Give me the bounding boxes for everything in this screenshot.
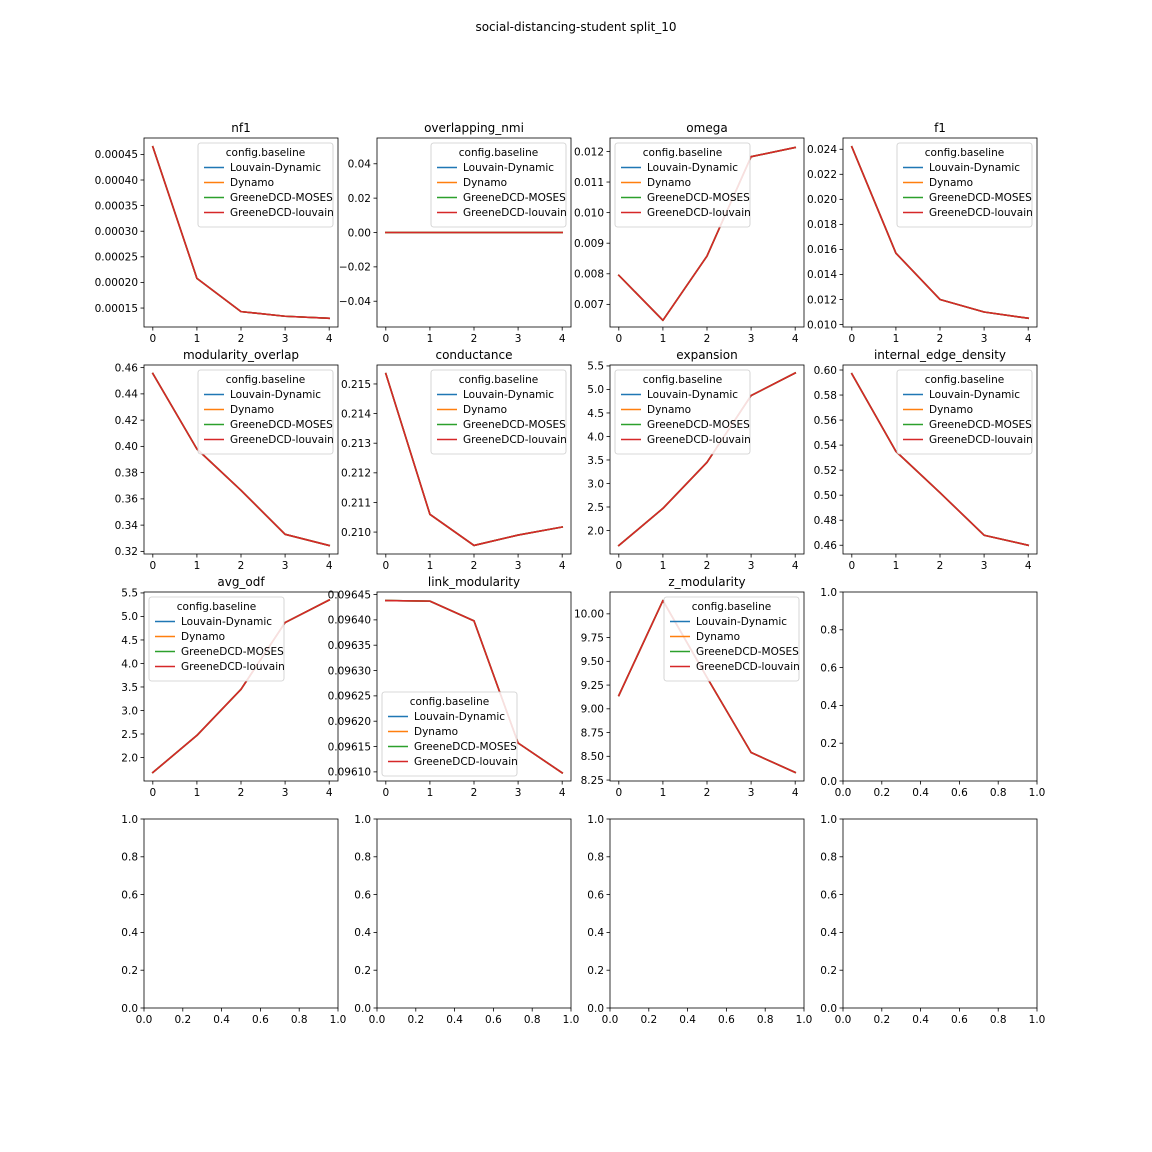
legend-entry: Dynamo [230,404,275,416]
x-tick-label: 0 [149,333,157,345]
legend [664,597,800,681]
subplot-empty-14 [587,814,812,1026]
subplot-title: z_modularity [668,575,746,589]
subplot-title: expansion [676,348,738,362]
y-tick-label: 0.010 [573,207,604,220]
axes-frame [377,819,571,1008]
x-tick-label: 0.4 [912,1014,929,1026]
y-tick-label: 0.6 [354,889,371,902]
y-tick-label: 0.4 [820,927,837,940]
legend-title: config.baseline [176,601,257,613]
legend-entry: Louvain-Dynamic [647,162,739,174]
y-tick-label: 0.6 [820,889,837,902]
y-tick-label: 0.007 [573,299,604,312]
subplot-internal_edge_density [814,348,1037,572]
y-tick-label: 0.0 [820,1002,837,1015]
x-tick-label: 4 [558,560,566,572]
legend-entry: Louvain-Dynamic [230,389,322,401]
legend-title: config.baseline [691,601,772,613]
axes-frame [843,819,1037,1008]
y-tick-label: 0.2 [820,738,837,750]
legend-title: config.baseline [924,374,1005,386]
y-tick-label: 0.008 [573,268,604,281]
y-tick-label: 0.00030 [94,226,138,239]
subplot-modularity_overlap [115,348,338,572]
y-tick-label: 4.5 [587,407,604,420]
y-tick-label: 9.75 [580,632,604,645]
y-tick-label: 3.0 [587,478,604,491]
legend-entry: GreeneDCD-MOSES [414,741,517,753]
y-tick-label: 0.00045 [94,149,138,162]
y-tick-label: 1.0 [820,813,837,826]
x-tick-label: 4 [325,560,333,572]
x-tick-label: 4 [791,787,799,799]
x-tick-label: 0 [848,560,856,572]
subplot-link_modularity [325,575,571,799]
y-tick-label: 5.5 [121,587,138,600]
x-tick-label: 1 [193,787,201,799]
y-tick-label: 4.0 [121,658,138,671]
y-tick-label: 0.018 [806,219,837,232]
y-tick-label: 0.8 [820,851,837,864]
legend-entry: GreeneDCD-louvain [230,434,334,446]
y-tick-label: 0.09620 [327,716,371,729]
x-tick-label: 3 [281,560,289,572]
y-tick-label: 10.00 [573,608,604,621]
y-tick-label: 0.58 [813,389,837,402]
legend-entry: GreeneDCD-MOSES [647,192,750,204]
y-tick-label: 2.0 [587,525,604,538]
y-tick-label: 2.5 [121,728,138,741]
y-tick-label: 0.010 [806,319,837,332]
legend-entry: GreeneDCD-MOSES [463,419,566,431]
legend-entry: Louvain-Dynamic [696,616,788,628]
legend-entry: Louvain-Dynamic [181,616,273,628]
x-tick-label: 1 [193,560,201,572]
legend-entry: Louvain-Dynamic [230,162,322,174]
legend [431,370,567,454]
x-tick-label: 0.0 [601,1014,619,1026]
x-tick-label: 1 [892,560,900,572]
x-tick-label: 0.4 [446,1014,463,1026]
y-tick-label: 5.0 [587,384,604,397]
x-tick-label: 1.0 [562,1014,580,1026]
y-tick-label: 0.09640 [327,614,371,627]
x-tick-label: 1.0 [329,1014,347,1026]
legend-entry: GreeneDCD-louvain [647,434,751,446]
legend [897,370,1033,454]
y-tick-label: 0.40 [114,441,138,454]
y-tick-label: 0.09645 [327,589,371,602]
legend-title: config.baseline [924,147,1005,159]
x-tick-label: 3 [980,560,988,572]
x-tick-label: 0.2 [174,1014,192,1026]
legend [615,370,751,454]
y-tick-label: 0.56 [813,414,837,427]
x-tick-label: 0 [848,333,856,345]
subplot-nf1 [95,121,338,345]
y-tick-label: 0.42 [114,414,138,427]
x-tick-label: 3 [281,333,289,345]
x-tick-label: 1 [193,333,201,345]
y-tick-label: 0.8 [820,624,837,637]
y-tick-label: 0.6 [121,889,138,902]
legend-entry: GreeneDCD-louvain [463,207,567,219]
x-tick-label: 0.8 [989,1014,1007,1026]
x-tick-label: 4 [325,787,333,799]
x-tick-label: 1.0 [795,1014,813,1026]
subplot-omega [574,121,804,345]
x-tick-label: 0.6 [951,1014,968,1026]
subplot-title: internal_edge_density [873,348,1007,362]
x-tick-label: 1 [426,333,434,345]
y-tick-label: 0.2 [354,965,371,977]
legend-entry: GreeneDCD-louvain [230,207,334,219]
x-tick-label: 1 [426,560,434,572]
subplot-title: nf1 [231,121,251,135]
x-tick-label: 2 [703,560,711,572]
x-tick-label: 0.6 [718,1014,735,1026]
legend-title: config.baseline [458,147,539,159]
legend-entry: GreeneDCD-MOSES [696,646,799,658]
y-tick-label: 0.2 [121,965,138,977]
y-tick-label: 0.38 [114,467,138,480]
legend-title: config.baseline [225,374,306,386]
legend-entry: GreeneDCD-MOSES [463,192,566,204]
y-tick-label: 0.4 [354,927,371,940]
y-tick-label: 1.0 [121,813,138,826]
x-tick-label: 2 [936,333,944,345]
y-tick-label: 0.009 [573,238,604,251]
y-tick-label: 0.2 [587,965,604,977]
y-tick-label: 3.0 [121,705,138,718]
x-tick-label: 1 [659,787,667,799]
x-tick-label: 2 [237,787,245,799]
y-tick-label: 0.020 [806,194,837,207]
y-tick-label: 0.011 [573,176,604,189]
y-tick-label: 0.00015 [94,302,138,315]
subplot-title: modularity_overlap [182,348,300,362]
y-tick-label: 9.50 [580,656,604,669]
y-tick-label: 0.2 [820,965,837,977]
x-tick-label: 2 [470,333,478,345]
x-tick-label: 0 [149,560,157,572]
legend-title: config.baseline [642,147,723,159]
x-tick-label: 1 [659,560,667,572]
x-tick-label: 4 [791,560,799,572]
x-tick-label: 4 [558,787,566,799]
legend-entry: Louvain-Dynamic [463,389,555,401]
x-tick-label: 0.8 [989,787,1007,799]
x-tick-label: 2 [470,560,478,572]
x-tick-label: 0.2 [407,1014,425,1026]
x-tick-label: 0.0 [834,787,852,799]
y-tick-label: 1.0 [820,586,837,599]
legend-entry: GreeneDCD-MOSES [230,419,333,431]
y-tick-label: 5.0 [121,611,138,624]
subplot-f1 [807,121,1037,345]
legend-entry: Louvain-Dynamic [929,389,1021,401]
x-tick-label: 2 [470,787,478,799]
legend-entry: Dynamo [414,726,459,738]
legend [198,370,334,454]
x-tick-label: 0.4 [213,1014,230,1026]
legend-entry: Louvain-Dynamic [647,389,739,401]
legend-entry: Dynamo [181,631,226,643]
legend-entry: GreeneDCD-louvain [696,661,800,673]
x-tick-label: 3 [514,560,522,572]
x-tick-label: 2 [237,560,245,572]
x-tick-label: 3 [747,560,755,572]
x-tick-label: 3 [747,787,755,799]
x-tick-label: 1 [892,333,900,345]
y-tick-label: 0.32 [114,546,138,559]
y-tick-label: −0.02 [338,261,371,274]
y-tick-label: 0.8 [587,851,604,864]
y-tick-label: 0.48 [813,515,837,528]
y-tick-label: 2.5 [587,501,604,514]
legend-entry: Dynamo [696,631,741,643]
y-tick-label: 0.212 [340,467,371,480]
x-tick-label: 1.0 [1028,787,1046,799]
y-tick-label: 0.022 [806,169,837,182]
subplot-title: avg_odf [217,575,265,589]
y-tick-label: 0.213 [340,438,371,451]
y-tick-label: 0.60 [813,364,837,377]
y-tick-label: 5.5 [587,360,604,373]
legend-entry: Dynamo [929,177,974,189]
y-tick-label: 0.014 [806,269,837,282]
legend-entry: GreeneDCD-louvain [929,434,1033,446]
legend-entry: Dynamo [647,404,692,416]
y-tick-label: 0.44 [114,388,138,401]
x-tick-label: 3 [980,333,988,345]
x-tick-label: 3 [514,333,522,345]
x-tick-label: 0.8 [756,1014,774,1026]
x-tick-label: 1 [659,333,667,345]
x-tick-label: 0 [149,787,157,799]
subplot-title: link_modularity [427,575,521,589]
x-tick-label: 0.4 [679,1014,696,1026]
y-tick-label: 8.50 [580,751,604,764]
legend-entry: GreeneDCD-louvain [414,756,518,768]
y-tick-label: 0.016 [806,244,837,257]
x-tick-label: 2 [936,560,944,572]
subplot-title: conductance [435,348,513,362]
x-tick-label: 0.6 [252,1014,269,1026]
x-tick-label: 2 [237,333,245,345]
x-tick-label: 0.2 [640,1014,658,1026]
x-tick-label: 0.2 [873,787,891,799]
legend-entry: Dynamo [463,404,508,416]
x-tick-label: 0 [382,787,390,799]
legend-entry: GreeneDCD-MOSES [929,419,1032,431]
y-tick-label: 0.09635 [327,640,371,653]
legend-title: config.baseline [642,374,723,386]
y-tick-label: 0.0 [121,1002,138,1015]
y-tick-label: 0.024 [806,144,837,157]
y-tick-label: 0.6 [587,889,604,902]
legend-title: config.baseline [409,696,490,708]
x-tick-label: 0.8 [523,1014,541,1026]
x-tick-label: 4 [791,333,799,345]
x-tick-label: 0.0 [834,1014,852,1026]
legend-entry: GreeneDCD-louvain [463,434,567,446]
legend-title: config.baseline [458,374,539,386]
y-tick-label: 0.215 [340,378,371,391]
y-tick-label: −0.04 [338,296,371,309]
y-tick-label: 0.02 [347,192,371,205]
x-tick-label: 0 [382,560,390,572]
y-tick-label: 0.09615 [327,741,371,754]
legend-entry: Louvain-Dynamic [929,162,1021,174]
subplot-z_modularity [574,575,804,799]
y-tick-label: 0.52 [813,464,837,477]
y-tick-label: 0.36 [114,493,138,506]
legend-entry: Dynamo [929,404,974,416]
legend [897,143,1033,227]
legend-entry: Louvain-Dynamic [463,162,555,174]
y-tick-label: 0.8 [354,851,371,864]
y-tick-label: 0.0 [587,1002,604,1015]
y-tick-label: 0.0 [820,775,837,788]
y-tick-label: 1.0 [587,813,604,826]
subplot-title: overlapping_nmi [424,121,524,135]
y-tick-label: 0.211 [340,497,371,510]
y-tick-label: 3.5 [121,681,138,694]
y-tick-label: 0.34 [114,519,138,532]
x-tick-label: 0.6 [485,1014,502,1026]
y-tick-label: 8.75 [580,727,604,740]
axes-frame [843,592,1037,781]
y-tick-label: 0.04 [347,158,371,171]
legend [431,143,567,227]
x-tick-label: 0.0 [368,1014,386,1026]
x-tick-label: 4 [1024,560,1032,572]
x-tick-label: 0 [615,560,623,572]
legend-title: config.baseline [225,147,306,159]
subplot-expansion [587,348,804,572]
subplot-empty-15 [820,814,1045,1026]
y-tick-label: 9.00 [580,703,604,716]
y-tick-label: 4.0 [587,431,604,444]
legend-entry: GreeneDCD-louvain [181,661,285,673]
legend [149,597,285,681]
x-tick-label: 3 [281,787,289,799]
legend-entry: GreeneDCD-MOSES [647,419,750,431]
x-tick-label: 3 [514,787,522,799]
y-tick-label: 2.0 [121,752,138,765]
y-tick-label: 0.09625 [327,690,371,703]
y-tick-label: 0.00 [347,227,371,240]
y-tick-label: 0.00025 [94,251,138,264]
y-tick-label: 9.25 [580,679,604,692]
legend-entry: GreeneDCD-louvain [929,207,1033,219]
y-tick-label: 3.5 [587,454,604,467]
y-tick-label: 0.00020 [94,277,138,290]
axes-frame [144,819,338,1008]
x-tick-label: 2 [703,787,711,799]
subplot-title: omega [686,121,728,135]
legend-entry: GreeneDCD-MOSES [181,646,284,658]
y-tick-label: 0.09630 [327,665,371,678]
x-tick-label: 4 [1024,333,1032,345]
x-tick-label: 0.6 [951,787,968,799]
legend-entry: Louvain-Dynamic [414,711,506,723]
x-tick-label: 0 [382,333,390,345]
y-tick-label: 0.214 [340,408,371,421]
y-tick-label: 0.210 [340,526,371,539]
y-tick-label: 0.54 [813,439,837,452]
y-tick-label: 1.0 [354,813,371,826]
y-tick-label: 0.012 [573,146,604,159]
subplot-empty-11 [820,587,1045,799]
y-tick-label: 4.5 [121,634,138,647]
subplot-title: f1 [934,121,946,135]
x-tick-label: 1.0 [1028,1014,1046,1026]
y-tick-label: 0.50 [813,489,837,502]
legend-entry: Dynamo [647,177,692,189]
y-tick-label: 0.4 [820,700,837,713]
x-tick-label: 1 [426,787,434,799]
subplot-avg_odf [121,575,338,799]
legend-entry: Dynamo [463,177,508,189]
x-tick-label: 3 [747,333,755,345]
subplot-overlapping_nmi [339,121,571,345]
x-tick-label: 0.4 [912,787,929,799]
y-tick-label: 0.0 [354,1002,371,1015]
legend-entry: GreeneDCD-louvain [647,207,751,219]
y-tick-label: 0.09610 [327,766,371,779]
figure-title: social-distancing-student split_10 [475,20,677,34]
x-tick-label: 0.2 [873,1014,891,1026]
legend [382,692,518,776]
x-tick-label: 0.8 [290,1014,308,1026]
axes-frame [610,819,804,1008]
x-tick-label: 4 [325,333,333,345]
x-tick-label: 2 [703,333,711,345]
legend-entry: Dynamo [230,177,275,189]
y-tick-label: 0.012 [806,294,837,307]
legend [615,143,751,227]
y-tick-label: 0.6 [820,662,837,675]
x-tick-label: 4 [558,333,566,345]
subplot-empty-12 [121,814,346,1026]
y-tick-label: 0.46 [813,540,837,553]
y-tick-label: 0.8 [121,851,138,864]
y-tick-label: 0.46 [114,362,138,375]
subplot-conductance [341,348,571,572]
y-tick-label: 8.25 [580,774,604,787]
x-tick-label: 0 [615,787,623,799]
x-tick-label: 0.0 [135,1014,153,1026]
legend-entry: GreeneDCD-MOSES [230,192,333,204]
subplot-empty-13 [354,814,579,1026]
x-tick-label: 0 [615,333,623,345]
legend-entry: GreeneDCD-MOSES [929,192,1032,204]
y-tick-label: 0.4 [121,927,138,940]
y-tick-label: 0.00040 [94,174,138,187]
y-tick-label: 0.00035 [94,200,138,213]
legend [198,143,334,227]
y-tick-label: 0.4 [587,927,604,940]
